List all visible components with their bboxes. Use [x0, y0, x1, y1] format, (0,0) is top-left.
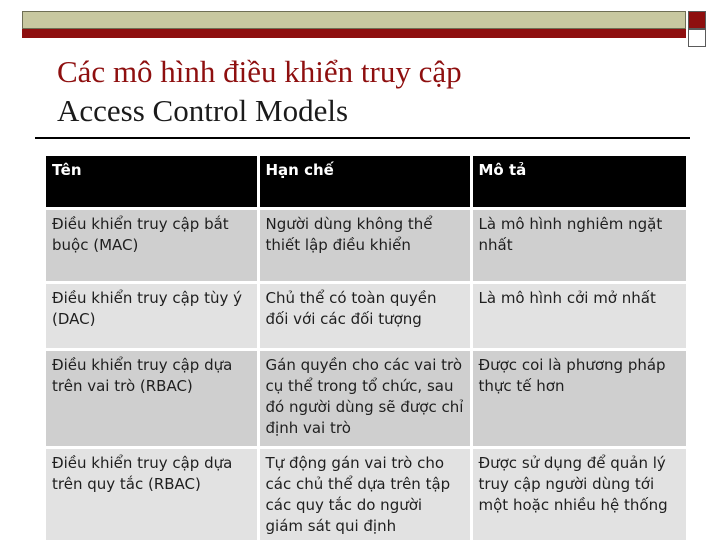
cell-description: Được coi là phương pháp thực tế hơn	[471, 349, 686, 447]
slide-title-line-2: Access Control Models	[57, 93, 349, 128]
header-name: Tên	[46, 156, 258, 208]
cell-description: Là mô hình nghiêm ngặt nhất	[471, 208, 686, 282]
cell-name: Điều khiển truy cập bắt buộc (MAC)	[46, 208, 258, 282]
header-description: Mô tả	[471, 156, 686, 208]
slide-title-line-1: Các mô hình điều khiển truy cập	[57, 54, 462, 89]
cell-name: Điều khiển truy cập dựa trên quy tắc (RBAC)	[46, 447, 258, 540]
cell-limitation: Chủ thể có toàn quyền đối với các đối tượng	[258, 282, 471, 349]
cell-name: Điều khiển truy cập dựa trên vai trò (RBAC)	[46, 349, 258, 447]
table-row	[46, 208, 686, 282]
cell-description: Được sử dụng để quản lý truy cập người dùng tới một hoặc nhiều hệ thống	[471, 447, 686, 540]
cell-description: Là mô hình cởi mở nhất	[471, 282, 686, 349]
table-row	[46, 349, 686, 447]
models-table	[46, 156, 686, 540]
slide-title	[57, 52, 462, 130]
title-divider	[35, 137, 690, 139]
corner-decoration-bottom	[688, 29, 706, 47]
cell-limitation: Gán quyền cho các vai trò cụ thể trong tổ chức, sau đó người dùng sẽ được chỉ định vai trò	[258, 349, 471, 447]
table-row	[46, 447, 686, 540]
cell-name: Điều khiển truy cập tùy ý (DAC)	[46, 282, 258, 349]
table-header-row	[46, 156, 686, 208]
access-control-models-table	[46, 156, 686, 540]
cell-limitation: Người dùng không thể thiết lập điều khiển	[258, 208, 471, 282]
table-row	[46, 282, 686, 349]
slide-header-stripe	[22, 29, 686, 38]
header-limitation: Hạn chế	[258, 156, 471, 208]
cell-limitation: Tự động gán vai trò cho các chủ thể dựa trên tập các quy tắc do người giám sát qui định	[258, 447, 471, 540]
corner-decoration-top	[688, 11, 706, 29]
slide-header-bar	[22, 11, 686, 29]
